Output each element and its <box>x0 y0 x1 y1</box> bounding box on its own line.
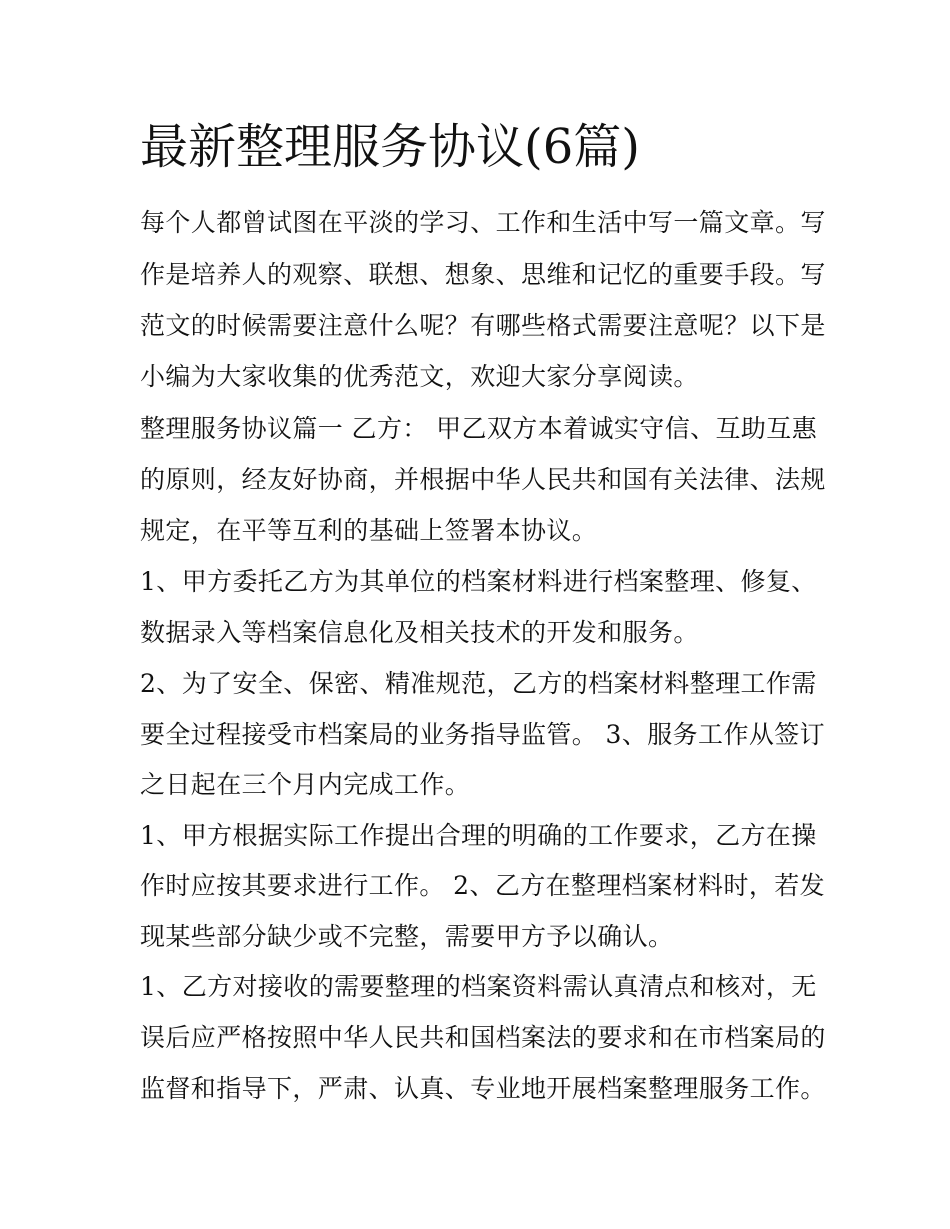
body-line-3: 范文的时候需要注意什么呢？有哪些格式需要注意呢？以下是 <box>140 311 826 340</box>
body-line-11: 要全过程接受市档案局的业务指导监管。 3、服务工作从签订 <box>140 720 826 749</box>
body-line-2: 作是培养人的观察、联想、想象、思维和记忆的重要手段。写 <box>140 260 826 289</box>
body-line-12: 之日起在三个月内完成工作。 <box>140 770 471 799</box>
body-line-6: 的原则，经友好协商，并根据中华人民共和国有关法律、法规 <box>140 465 826 494</box>
body-line-13: 1、甲方根据实际工作提出合理的明确的工作要求，乙方在操 <box>140 821 817 850</box>
document-title: 最新整理服务协议(6篇) <box>140 119 640 175</box>
body-line-15: 现某些部分缺少或不完整，需要甲方予以确认。 <box>140 922 674 951</box>
body-line-5: 整理服务协议篇一 乙方： 甲乙双方本着诚实守信、互助互惠 <box>140 414 818 443</box>
body-line-7: 规定，在平等互利的基础上签署本协议。 <box>140 516 598 545</box>
body-line-1: 每个人都曾试图在平淡的学习、工作和生活中写一篇文章。写 <box>140 208 826 237</box>
body-line-4: 小编为大家收集的优秀范文，欢迎大家分享阅读。 <box>140 362 699 391</box>
body-line-14: 作时应按其要求进行工作。 2、乙方在整理档案材料时，若发 <box>140 871 826 900</box>
body-line-18: 监督和指导下，严肃、认真、专业地开展档案整理服务工作。 <box>140 1074 826 1103</box>
body-line-9: 数据录入等档案信息化及相关技术的开发和服务。 <box>140 618 699 647</box>
body-line-17: 误后应严格按照中华人民共和国档案法的要求和在市档案局的 <box>140 1023 826 1052</box>
body-line-8: 1、甲方委托乙方为其单位的档案材料进行档案整理、修复、 <box>140 567 817 596</box>
body-line-10: 2、为了安全、保密、精准规范，乙方的档案材料整理工作需 <box>140 669 817 698</box>
body-line-16: 1、乙方对接收的需要整理的档案资料需认真清点和核对，无 <box>140 972 817 1001</box>
